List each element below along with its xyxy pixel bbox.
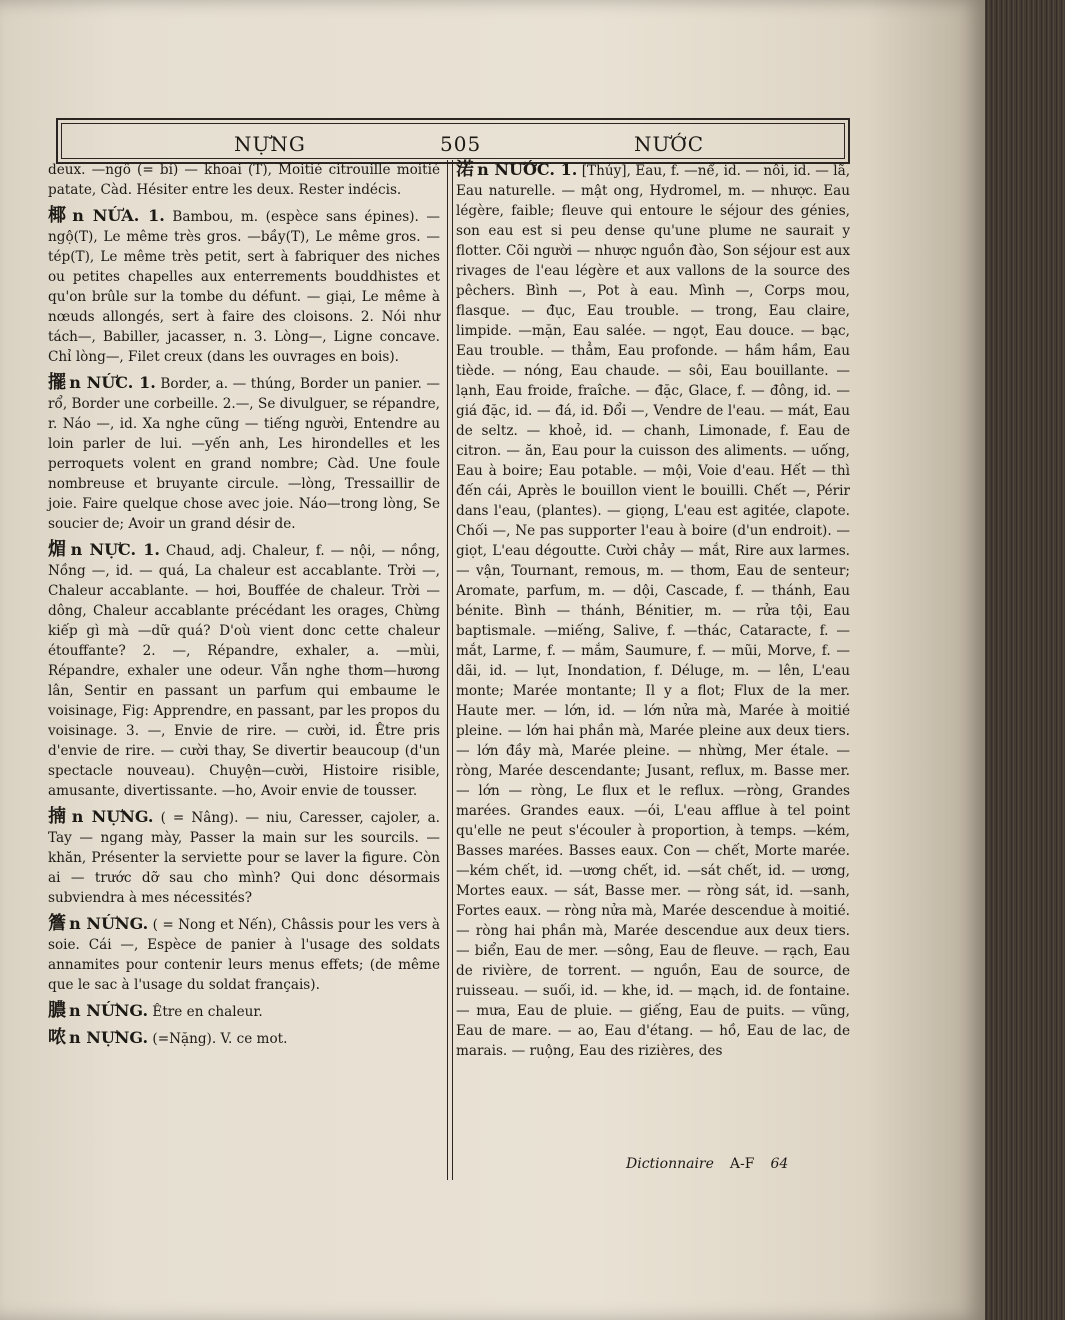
entry [48,807,440,908]
entry-text: Chaud, adj. Chaleur, f. — nội, — nồng, Nồng —, id. — quá, La chaleur est accablante. Trời —, Chaleur accablante. — hơi, Bouffée de chaleur. Trời — dông, Chaleur accablante précédant les orages, Chừng kiếp gì mà —dữ quá? D'où vient donc cette chaleur étouffante? 2. —, Répandre, exhaler, a. —mùi, Répandre, exhaler une odeur. Vẫn nghe thơm—hương lân, Sentir en passant un parfum qui embaume le voisinage, Fig: Apprendre, en passant, par les propos du voisinage. 3. —, Envie de rire. — cười, id. Être pris d'envie de rire. — cười thay, Se divertir beaucoup (d'un spectacle nouveau). Chuyện—cười, Histoire risible, amusante, divertissante. —ho, Avoir envie de tousser. [48,543,441,799]
entry-headword: n NỰC. 1. [70,540,160,559]
entry-character: 椰 [48,205,70,226]
entry-character: 揇 [48,806,69,827]
page-stack-edge [985,0,1065,1320]
entry-headword: n NỨA. 1. [72,206,165,225]
entry-text: [Thủy], Eau, f. —nể, id. — nôi, id. — lã, Eau naturelle. — mật ong, Hydromel, m. — nhược. Eau légère, faible; fleuve qui entoure le séjour des génies, son eau est si peu dense qu'une plume ne saurait y flotter. Cõi người — nhược nguồn đào, Son séjour est aux rivages de l'eau légère et aux vallons de la source des pêchers. Bình —, Pot à eau. Mình —, Corps mou, flasque. — đục, Eau trouble. — trong, Eau claire, limpide. —mặn, Eau salée. — ngọt, Eau douce. — bạc, Eau trouble. — thẳm, Eau profonde. — hầm hầm, Eau tiède. — nóng, Eau chaude. — sôi, Eau bouillante. — lạnh, Eau froide, fraîche. — đặc, Glace, f. — đông, id. — giá đặc, id. — đá, id. Đổi —, Vendre de l'eau. — mát, Eau de seltz. — khoẻ, id. — chanh, Limonade, f. Eau de citron. — ăn, Eau pour la cuisson des aliments. — uống, Eau à boire; Eau potable. — mội, Voie d'eau. Hết — thì đến cái, Après le bouillon vient le bouilli. Chết —, Périr dans l'eau, (plantes). — giọng, L'eau est agitée, clapote. Chối —, Ne pas supporter l'eau à boire (d'un endroit). — giọt, L'eau dégoutte. Cười chảy — mắt, Rire aux larmes. — vận, Tournant, remous, m. — thơm, Eau de senteur; Aromate, parfum, m. — dội, Cascade, f. — thánh, Eau bénite. Bình — thánh, Bénitier, m. — rửa tội, Eau baptismale. —miếng, Salive, f. —thác, Cataracte, f. — mắt, Larme, f. — mắm, Saumure, f. — mũi, Morve, f. — dãi, id. — lụt, Inondation, f. Déluge, m. — lên, L'eau monte; Marée montante; Il y a flot; Flux de la mer. Haute mer. — lớn, id. — lớn nửa mà, Marée à moitié pleine. — lớn hai phần mà, Marée pleine aux deux tiers. — lớn đầy mà, Marée pleine. — nhừng, Mer étale. — ròng, Marée descendante; Jusant, reflux, m. Basse mer. — lớn — ròng, Le flux et le reflux. —ròng, Grandes marées. Grandes eaux. —ói, L'eau afflue à tel point qu'elle ne peut s'écouler à proportion, à temps. —kém, Basses marées. Basses eaux. Con — chết, Morte marée. —kém chết, id. —ương chết, id. —sát chết, id. — ương, Mortes eaux. — sát, Basse mer. — ròng sát, id. —sanh, Fortes eaux. — ròng nửa mà, Marée descendue à moitié. — ròng hai phần mà, Marée descendue aux deux tiers. — biển, Eau de mer. —sông, Eau de fleuve. — rạch, Eau de rivière, de torrent. — nguồn, Eau de source, de ruisseau. — suối, id. — khe, id. — mạch, id. de fontaine. — mưa, Eau de pluie. — giếng, Eau de puits. — vũng, Eau de mare. — ao, Eau d'étang. — hồ, Eau de lac, de marais. — ruộng, Eau des rizières, des [456,163,851,1059]
left-column [48,160,440,1055]
column-divider [447,160,453,1180]
entry-headword: n NỰNG. [69,1028,149,1047]
entry-headword: n NỨNG. [69,1001,149,1020]
header-left-word: NỰNG [234,132,306,156]
footer-section: A-F [729,1156,755,1172]
entry-text: ( = Nong et Nến), Châssis pour les vers à soie. Cái —, Espèce de panier à l'usage des soldats annamites pour contenir leurs menus effets; (de même que le sac à l'usage du soldat français). [48,917,440,993]
entry-character: 膿 [48,1000,66,1021]
entry-text: (=Nặng). V. ce mot. [152,1031,288,1047]
entry-text: Être en chaleur. [152,1004,263,1020]
entry-text: deux. —ngô (= bí) — khoai (T), Moitié citrouille moitié patate, Càd. Hésiter entre les deux. Rester indécis. [48,162,440,198]
entry-headword: n NỨNG. [69,914,149,933]
entry-headword: n NƯỚC. 1. [477,160,578,179]
entry-headword: n NỨC. 1. [69,373,156,392]
header-right-word: NƯỚC [634,132,705,156]
entry [48,160,440,200]
entry [48,1001,440,1022]
entry [48,540,440,801]
footer-title: Dictionnaire [626,1156,714,1172]
page-number: 505 [440,132,482,156]
entry-headword: n NỰNG. [71,807,154,826]
entry [456,160,850,1061]
entry-character: 擺 [48,372,67,393]
entry [48,206,440,367]
entry [48,914,440,995]
entry [48,1028,440,1049]
right-column [456,160,850,1067]
entry-character: 哝 [48,1027,66,1048]
entry-text: Border, a. — thúng, Border un panier. —rổ, Border une corbeille. 2.—, Se divulguer, se répandre, r. Náo —, id. Xa nghe cũng — tiếng người, Entendre au loin parler de lui. —yến anh, Les hirondelles et les perroquets volent en grand nombre; Càd. Une foule nombreuse et bruyante circule. —lòng, Tressaillir de joie. Faire quelque chose avec joie. Náo—trong lòng, Se soucier de; Avoir un grand désir de. [48,376,441,532]
entry-text: Bambou, m. (espèce sans épines). —ngộ(T), Le même très gros. —bầy(T), Le même gros. —tép(T), Le même très petit, sert à fabriquer des niches ou petites chapelles aux enterrements bouddhistes et qu'on brûle sur la tombe du défunt. — giại, Le même à nœuds allongés, sert à faire des cloisons. 2. Nói như tách—, Babiller, jacasser, n. 3. Lòng—, Ligne concave. Chỉ lòng—, Filet creux (dans les ouvrages en bois). [48,209,440,365]
entry-character: 簷 [48,913,67,934]
header-frame [61,123,845,159]
entry-character: 渃 [456,159,475,180]
footer-signature: 64 [770,1156,789,1172]
entry-text: ( = Nâng). — niu, Caresser, cajoler, a. Tay — ngang mày, Passer la main sur les sourcils. — khăn, Présenter la serviette pour se laver la figure. Còn ai — trước dỡ sau cho mình? Qui donc désormais subviendra à mes nécessités? [48,810,440,906]
running-header [56,118,850,164]
entry-character: 煝 [48,539,68,560]
entry [48,373,440,534]
page-footer [626,1156,788,1172]
